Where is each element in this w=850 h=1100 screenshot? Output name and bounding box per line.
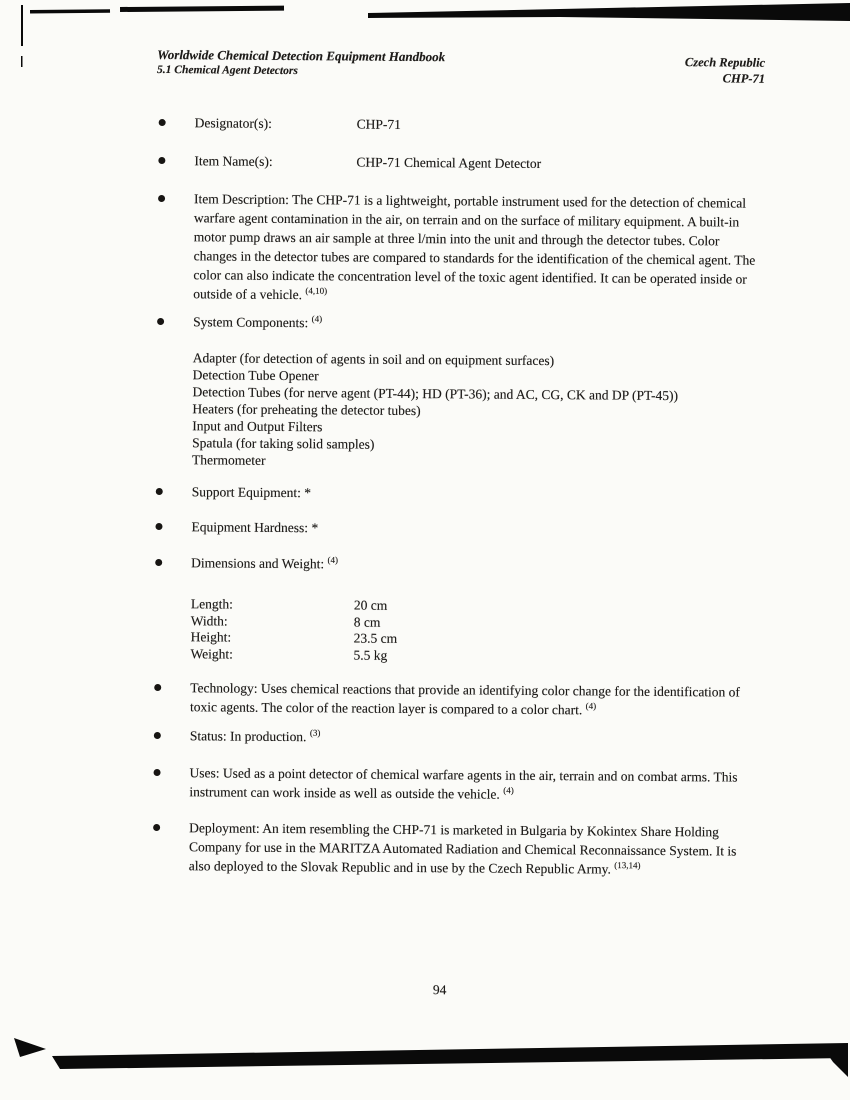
item-name-row (194, 151, 764, 174)
dimension-value: 5.5 kg (353, 647, 388, 663)
technology-ref: (4) (585, 700, 597, 711)
scan-artifact-bottom-right-hook (826, 1052, 848, 1077)
status-row (190, 726, 760, 749)
status-label: Status: (189, 728, 227, 744)
component-item: Input and Output Filters (192, 418, 323, 435)
support-equipment-row (192, 482, 762, 505)
support-equipment-label: Support Equipment: (191, 484, 301, 501)
bullet-icon (154, 684, 161, 691)
system-components-ref: (4) (311, 313, 323, 324)
handbook-title: Worldwide Chemical Detection Equipment Handbook (157, 46, 446, 65)
dimensions-ref: (4) (327, 554, 339, 565)
item-description-label: Item Description: (194, 191, 289, 208)
header-right (685, 50, 765, 87)
model-label: CHP-71 (722, 71, 766, 86)
equipment-hardness-label: Equipment Hardness: (191, 519, 309, 536)
item-description-row (193, 189, 764, 307)
bullet-icon (153, 824, 160, 831)
equipment-hardness-row (191, 517, 761, 540)
uses-ref: (4) (503, 785, 514, 796)
component-item: Adapter (for detection of agents in soil and on equipment surfaces) (192, 350, 555, 369)
dimensions-table (190, 596, 761, 666)
country-label: Czech Republic (684, 55, 766, 70)
component-item: Spatula (for taking solid samples) (192, 435, 375, 452)
dimension-name: Height: (190, 629, 232, 645)
uses-row (189, 763, 759, 805)
page-number: 94 (432, 982, 447, 998)
system-components-row (192, 312, 763, 472)
technology-label: Technology: (190, 680, 258, 696)
dimension-value: 8 cm (353, 614, 381, 630)
page-header (157, 46, 765, 87)
dimensions-label: Dimensions and Weight: (191, 555, 325, 572)
bullet-icon (159, 119, 166, 126)
item-name-value: CHP-71 Chemical Agent Detector (356, 154, 542, 171)
components-list (192, 349, 763, 472)
bullet-icon (157, 318, 164, 325)
dimension-value: 20 cm (353, 597, 388, 613)
component-item: Detection Tubes (for nerve agent (PT-44); HD (PT-36); and AC, CG, CK and DP (PT-45)) (192, 384, 679, 404)
system-components-label: System Components: (193, 314, 309, 331)
item-description-ref: (4,10) (305, 285, 328, 296)
uses-text: Used as a point detector of chemical warfare agents in the air, terrain and on combat arms. This instrument can work inside as well as outside the vehicle. (189, 765, 738, 802)
dimension-name: Length: (190, 596, 233, 612)
bullet-icon (158, 195, 165, 202)
status-text: In production. (229, 728, 307, 745)
status-ref: (3) (309, 727, 321, 738)
deployment-label: Deployment: (189, 820, 260, 836)
bullet-icon (154, 769, 161, 776)
dimension-name: Weight: (190, 645, 233, 662)
dimension-value: 23.5 cm (353, 630, 398, 646)
component-item: Thermometer (191, 452, 266, 468)
bullet-icon (155, 523, 162, 530)
uses-label: Uses: (189, 765, 220, 781)
designator-label: Designator(s): (194, 115, 272, 131)
component-item: Detection Tube Opener (192, 367, 319, 384)
section-title: 5.1 Chemical Agent Detectors (157, 63, 298, 78)
header-left (157, 46, 445, 84)
scan-artifact-bottom-left-blob (14, 1038, 46, 1057)
technology-row (190, 678, 760, 720)
support-equipment-value: * (304, 485, 312, 501)
component-item: Heaters (for preheating the detector tubes) (192, 401, 421, 419)
deployment-text: An item resembling the CHP-71 is marketed in Bulgaria by Kokintex Share Holding Company for use in the MARITZA Automated Radiation and Chemical Reconnaissance System. It is also deployed to the Slovak Republic and in use by the Czech Republic Army. (188, 820, 737, 877)
dimensions-row (190, 553, 761, 666)
bullet-icon (158, 157, 165, 164)
bullet-icon (156, 488, 163, 495)
dimension-name: Width: (190, 612, 228, 629)
bullet-icon (155, 559, 162, 566)
deployment-ref: (13,14) (614, 860, 641, 871)
designator-value: CHP-71 (356, 116, 401, 132)
bullet-icon (154, 732, 161, 739)
deployment-row (189, 818, 759, 879)
table-row (190, 646, 760, 667)
item-description-text: The CHP-71 is a lightweight, portable instrument used for the detection of chemical warfare agent contamination in the air, on terrain and on the surface of military equipment. A built-in motor pump draws an air sample at three l/min into the unit and through the detector tubes. Color changes in the detector tubes are compared to standards for the identification of the chemical agent. The color can also indicate the concentration level of the toxic agent identified. It can be operated inside or outside of a vehicle. (193, 192, 756, 303)
page-footer (188, 875, 759, 1001)
designator-row (195, 113, 765, 136)
scan-artifact-bottom-bar (52, 1043, 848, 1069)
equipment-hardness-value: * (311, 520, 319, 536)
item-name-label: Item Name(s): (194, 153, 273, 169)
technology-text: Uses chemical reactions that provide an identifying color change for the identification of toxic agents. The color of the reaction layer is compared to a color chart. (190, 680, 741, 718)
